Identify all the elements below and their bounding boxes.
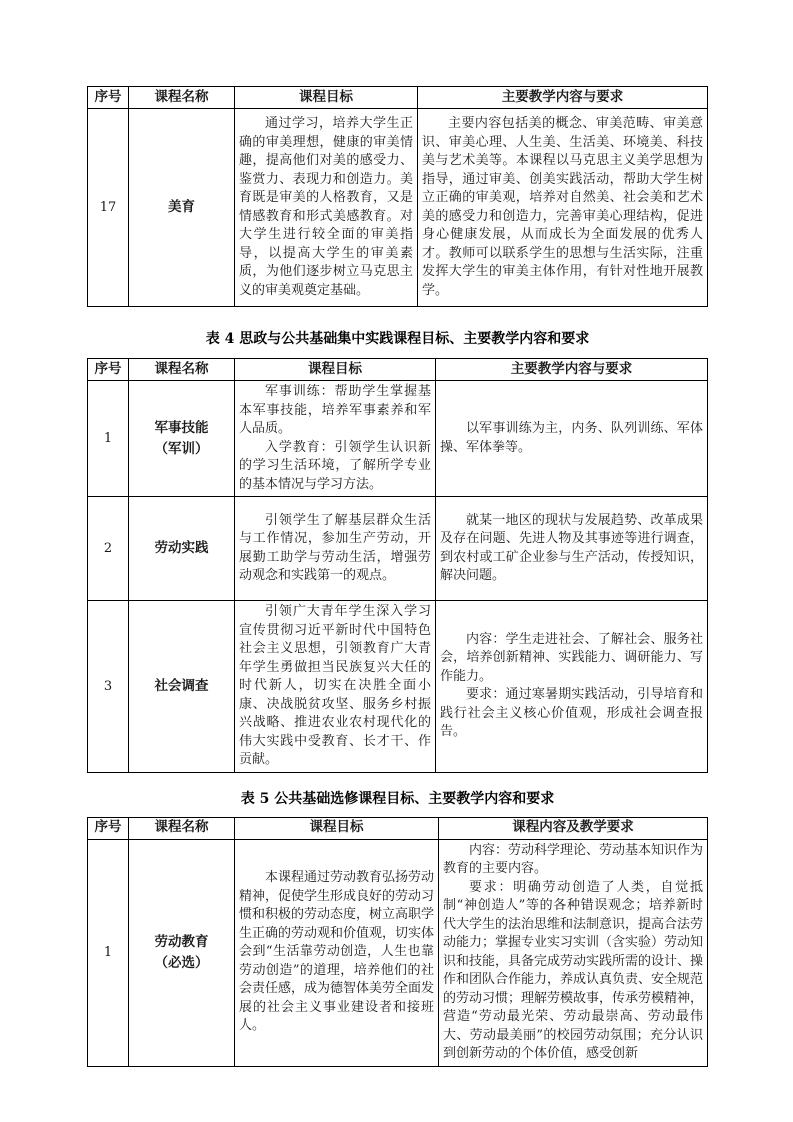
- course-objective-cell: [235, 109, 418, 307]
- serial-number-cell: 3: [88, 601, 129, 773]
- teaching-content-cell: [439, 839, 708, 1066]
- column-header: 主要教学内容与要求: [436, 359, 708, 381]
- paragraph: 军事训练：帮助学生掌握基本军事技能，培养军事素养和军人品质。: [239, 384, 431, 436]
- paragraph: 就某一地区的现状与发展趋势、改革成果及存在问题、先进人物及其事迹等进行调查，到农村或工矿企业参与生产活动，传授知识，解决问题。: [440, 512, 703, 583]
- paragraph: 入学教育：引领学生认识新的学习生活环境，了解所学专业的基本情况与学习方法。: [239, 439, 431, 492]
- column-header: 课程名称: [129, 359, 235, 381]
- course-objective-cell: [235, 601, 436, 773]
- column-header: 课程名称: [129, 817, 235, 839]
- course-objective-cell: [235, 381, 436, 497]
- column-header: 序号: [88, 359, 129, 381]
- course-name-cell: [129, 497, 235, 601]
- column-header: 课程目标: [235, 359, 436, 381]
- paragraph: 主要内容包括美的概念、审美范畴、审美意识、审美心理、人生美、生活美、环境美、科技美与艺术美等。本课程以马克思主义美学思想为指导，通过审美、创美实践活动，帮助大学生树立正确的审美观，培养对自然美、社会美和艺术美的感受力和创造力，完善审美心理结构，促进身心健康发展，从而成长为全面发展的优秀人才。教师可以联系学生的思想与生活实际，注重发挥大学生的审美主体作用，有针对性地开展教学。: [422, 116, 703, 298]
- course-name-line: （必选）: [154, 954, 209, 971]
- column-header: 序号: [88, 87, 129, 109]
- paragraph: 要求：通过寒暑期实践活动，引导培育和践行社会主义核心价值观，形成社会调查报告。: [440, 687, 703, 740]
- course-name-line: 美育: [168, 199, 195, 215]
- teaching-content-cell: [436, 381, 708, 497]
- course-row: [88, 109, 708, 307]
- column-header: 课程目标: [235, 817, 439, 839]
- paragraph: 要求：明确劳动创造了人类，自觉抵制“神创造人”等的各种错误观念；培养新时代大学生的法治思维和法制意识，提高合法劳动能力；掌握专业实习实训（含实验）劳动知识和技能，具备完成劳动实践所需的设计、操作和团队合作能力，养成认真负责、安全规范的劳动习惯；理解劳模故事，传承劳模精神，营造“劳动最光荣、劳动最崇高、劳动最伟大、劳动最美丽”的校园劳动氛围；充分认识到创新劳动的个体价值，感受创新: [443, 879, 704, 1061]
- course-name-cell: [129, 839, 235, 1066]
- page-content: [87, 86, 708, 1067]
- teaching-content-cell: [436, 601, 708, 773]
- course-row: [88, 497, 708, 601]
- header-row: [88, 87, 708, 109]
- paragraph: 引领广大青年学生深入学习宣传贯彻习近平新时代中国特色社会主义思想，引领教育广大青年学生勇做担当民族复兴大任的时代新人，切实在决胜全面小康、决战脱贫攻坚、服务乡村振兴战略、推进农业农村现代化的伟大实践中受教育、长才干、作贡献。: [239, 604, 431, 767]
- teaching-content-cell: [436, 497, 708, 601]
- course-name-cell: [129, 601, 235, 773]
- column-header: 课程目标: [235, 87, 418, 109]
- course-name-line: （军训）: [154, 440, 209, 457]
- course-name-line: 劳动教育: [154, 933, 209, 950]
- paragraph: 引领学生了解基层群众生活与工作情况，参加生产劳动，开展勤工助学与劳动生活，增强劳动观念和实践第一的观点。: [239, 512, 431, 583]
- course-objective-cell: [235, 497, 436, 601]
- paragraph: 通过学习，培养大学生正确的审美理想，健康的审美情趣，提高他们对美的感受力、鉴赏力、表现力和创造力。美育既是审美的人格教育，又是情感教育和形式美感教育。对大学生进行较全面的审美指导，以提高大学生的审美素质，为他们逐步树立马克思主义的审美观奠定基础。: [239, 116, 413, 298]
- paragraph: 内容：劳动科学理论、劳动基本知识作为教育的主要内容。: [443, 842, 704, 876]
- serial-number-cell: 1: [88, 839, 129, 1066]
- course-name-cell: [129, 381, 235, 497]
- course-name-line: 社会调查: [154, 677, 209, 694]
- table4-title: 表 4 思政与公共基础集中实践课程目标、主要教学内容和要求: [205, 331, 590, 347]
- serial-number-cell: 17: [88, 109, 129, 307]
- ideological-practice-course-table: [87, 358, 708, 773]
- course-name-line: 军事技能: [154, 419, 209, 436]
- column-header: 主要教学内容与要求: [418, 87, 708, 109]
- header-row: [88, 359, 708, 381]
- paragraph: 以军事训练为主，内务、队列训练、军体操、军体拳等。: [440, 421, 703, 455]
- table5-title: 表 5 公共基础选修课程目标、主要教学内容和要求: [240, 790, 555, 807]
- course-name-cell: [129, 109, 235, 307]
- course-row: [88, 601, 708, 773]
- elective-course-table: [87, 817, 708, 1067]
- aesthetic-education-course-table: [87, 86, 708, 307]
- teaching-content-cell: [418, 109, 708, 307]
- column-header: 课程名称: [129, 87, 235, 109]
- column-header: 课程内容及教学要求: [439, 817, 708, 839]
- course-objective-cell: [235, 839, 439, 1066]
- column-header: 序号: [88, 817, 129, 839]
- course-name-line: 劳动实践: [154, 540, 209, 556]
- header-row: [88, 817, 708, 839]
- paragraph: 内容：学生走进社会、了解社会、服务社会，培养创新精神、实践能力、调研能力、写作能力。: [440, 631, 703, 684]
- serial-number-cell: 2: [88, 497, 129, 601]
- serial-number-cell: 1: [88, 381, 129, 497]
- course-row: [88, 839, 708, 1066]
- course-row: [88, 381, 708, 497]
- paragraph: 本课程通过劳动教育弘扬劳动精神，促使学生形成良好的劳动习惯和积极的劳动态度，树立高职学生正确的劳动观和价值观，切实体会到“生活靠劳动创造，人生也靠劳动创造”的道理，培养他们的社会责任感，成为德智体美劳全面发展的社会主义事业建设者和接班人。: [239, 870, 435, 1034]
